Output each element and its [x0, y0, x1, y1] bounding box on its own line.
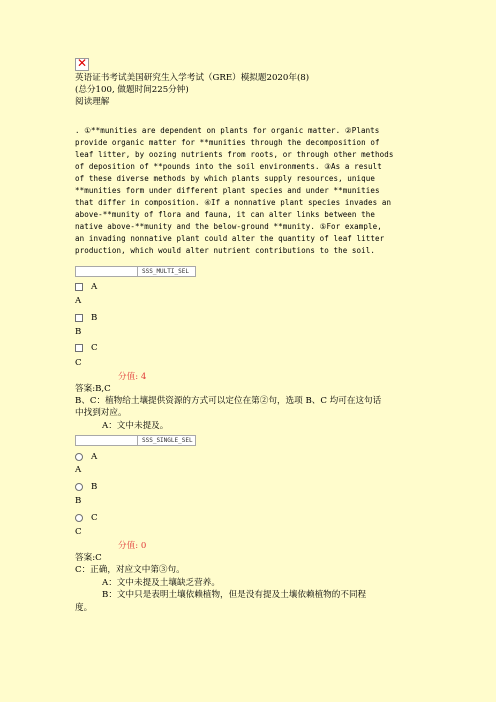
answer-label: 答案:B,C	[75, 384, 111, 394]
checkbox-option-b[interactable]	[75, 314, 83, 322]
answer-input-segment[interactable]	[76, 267, 138, 276]
passage-line: **munities form under different plant species and under **munities	[75, 186, 380, 195]
passage-line: native above-**munity and the below-ground **munity. ⑤For example,	[75, 222, 382, 231]
answer-label: 答案:C	[75, 553, 102, 563]
passage-line: provide organic matter for **munities through the decomposition of	[75, 138, 380, 147]
section-title: 阅读理解	[75, 97, 110, 107]
option-a-label: A	[91, 452, 98, 462]
single-select-tag: SSS_SINGLE_SEL	[142, 437, 193, 444]
radio-option-c[interactable]	[75, 514, 83, 522]
passage-line: that differ in composition. ④If a nonnative plant species invades an	[75, 198, 392, 207]
score-label: 分值: 4	[118, 372, 147, 382]
explanation-line: C：正确，对应文中第③句。	[75, 565, 185, 575]
broken-image-icon: ✕	[77, 56, 88, 70]
passage-line: of deposition of **pounds into the soil environments. ③As a result	[75, 162, 382, 171]
checkbox-option-c[interactable]	[75, 344, 83, 352]
explanation-line: 度。	[75, 603, 93, 613]
passage-line: production, which would alter nutrient contributions to the soil.	[75, 246, 375, 255]
passage-line: of these diverse methods by which plants supply resources, unique	[75, 174, 375, 183]
option-b-text: B	[75, 327, 82, 337]
option-c-label: C	[91, 343, 98, 353]
option-c-text: C	[75, 358, 82, 368]
option-c-label: C	[91, 513, 98, 523]
checkbox-option-a[interactable]	[75, 283, 83, 291]
answer-input-segment[interactable]	[76, 436, 138, 445]
radio-option-b[interactable]	[75, 483, 83, 491]
option-b-text: B	[75, 496, 82, 506]
passage-line: an invading nonnative plant could alter the quantity of leaf litter	[75, 234, 385, 243]
option-b-label: B	[91, 313, 98, 323]
option-b-label: B	[91, 482, 98, 492]
explanation-line: A：文中未提及土壤缺乏营养。	[102, 578, 220, 588]
option-a-label: A	[91, 282, 98, 292]
single-select-field[interactable]	[75, 435, 196, 446]
explanation-line: B、C：植物给土壤提供资源的方式可以定位在第②句，选项 B、C 均可在这句话	[75, 396, 382, 406]
explanation-line: 中找到对应。	[75, 408, 127, 418]
exam-meta: (总分100, 做题时间225分钟)	[75, 85, 189, 95]
passage-line: leaf litter, by oozing nutrients from roots, or through other methods	[75, 150, 394, 159]
passage-line: . ①**munities are dependent on plants for organic matter. ②Plants	[75, 126, 380, 135]
option-a-text: A	[75, 296, 82, 306]
exam-title: 英语证书考试美国研究生入学考试（GRE）模拟题2020年(8)	[75, 73, 310, 83]
explanation-line: B：文中只是表明土壤依赖植物，但是没有提及土壤依赖植物的不同程	[102, 590, 367, 600]
passage-line: above-**munity of flora and fauna, it can alter links between the	[75, 210, 375, 219]
radio-option-a[interactable]	[75, 453, 83, 461]
score-label: 分值: 0	[118, 541, 147, 551]
option-c-text: C	[75, 527, 82, 537]
option-a-text: A	[75, 465, 82, 475]
explanation-line: A：文中未提及。	[102, 421, 169, 431]
multi-select-field[interactable]	[75, 266, 196, 277]
multi-select-tag: SSS_MULTI_SEL	[142, 268, 189, 275]
